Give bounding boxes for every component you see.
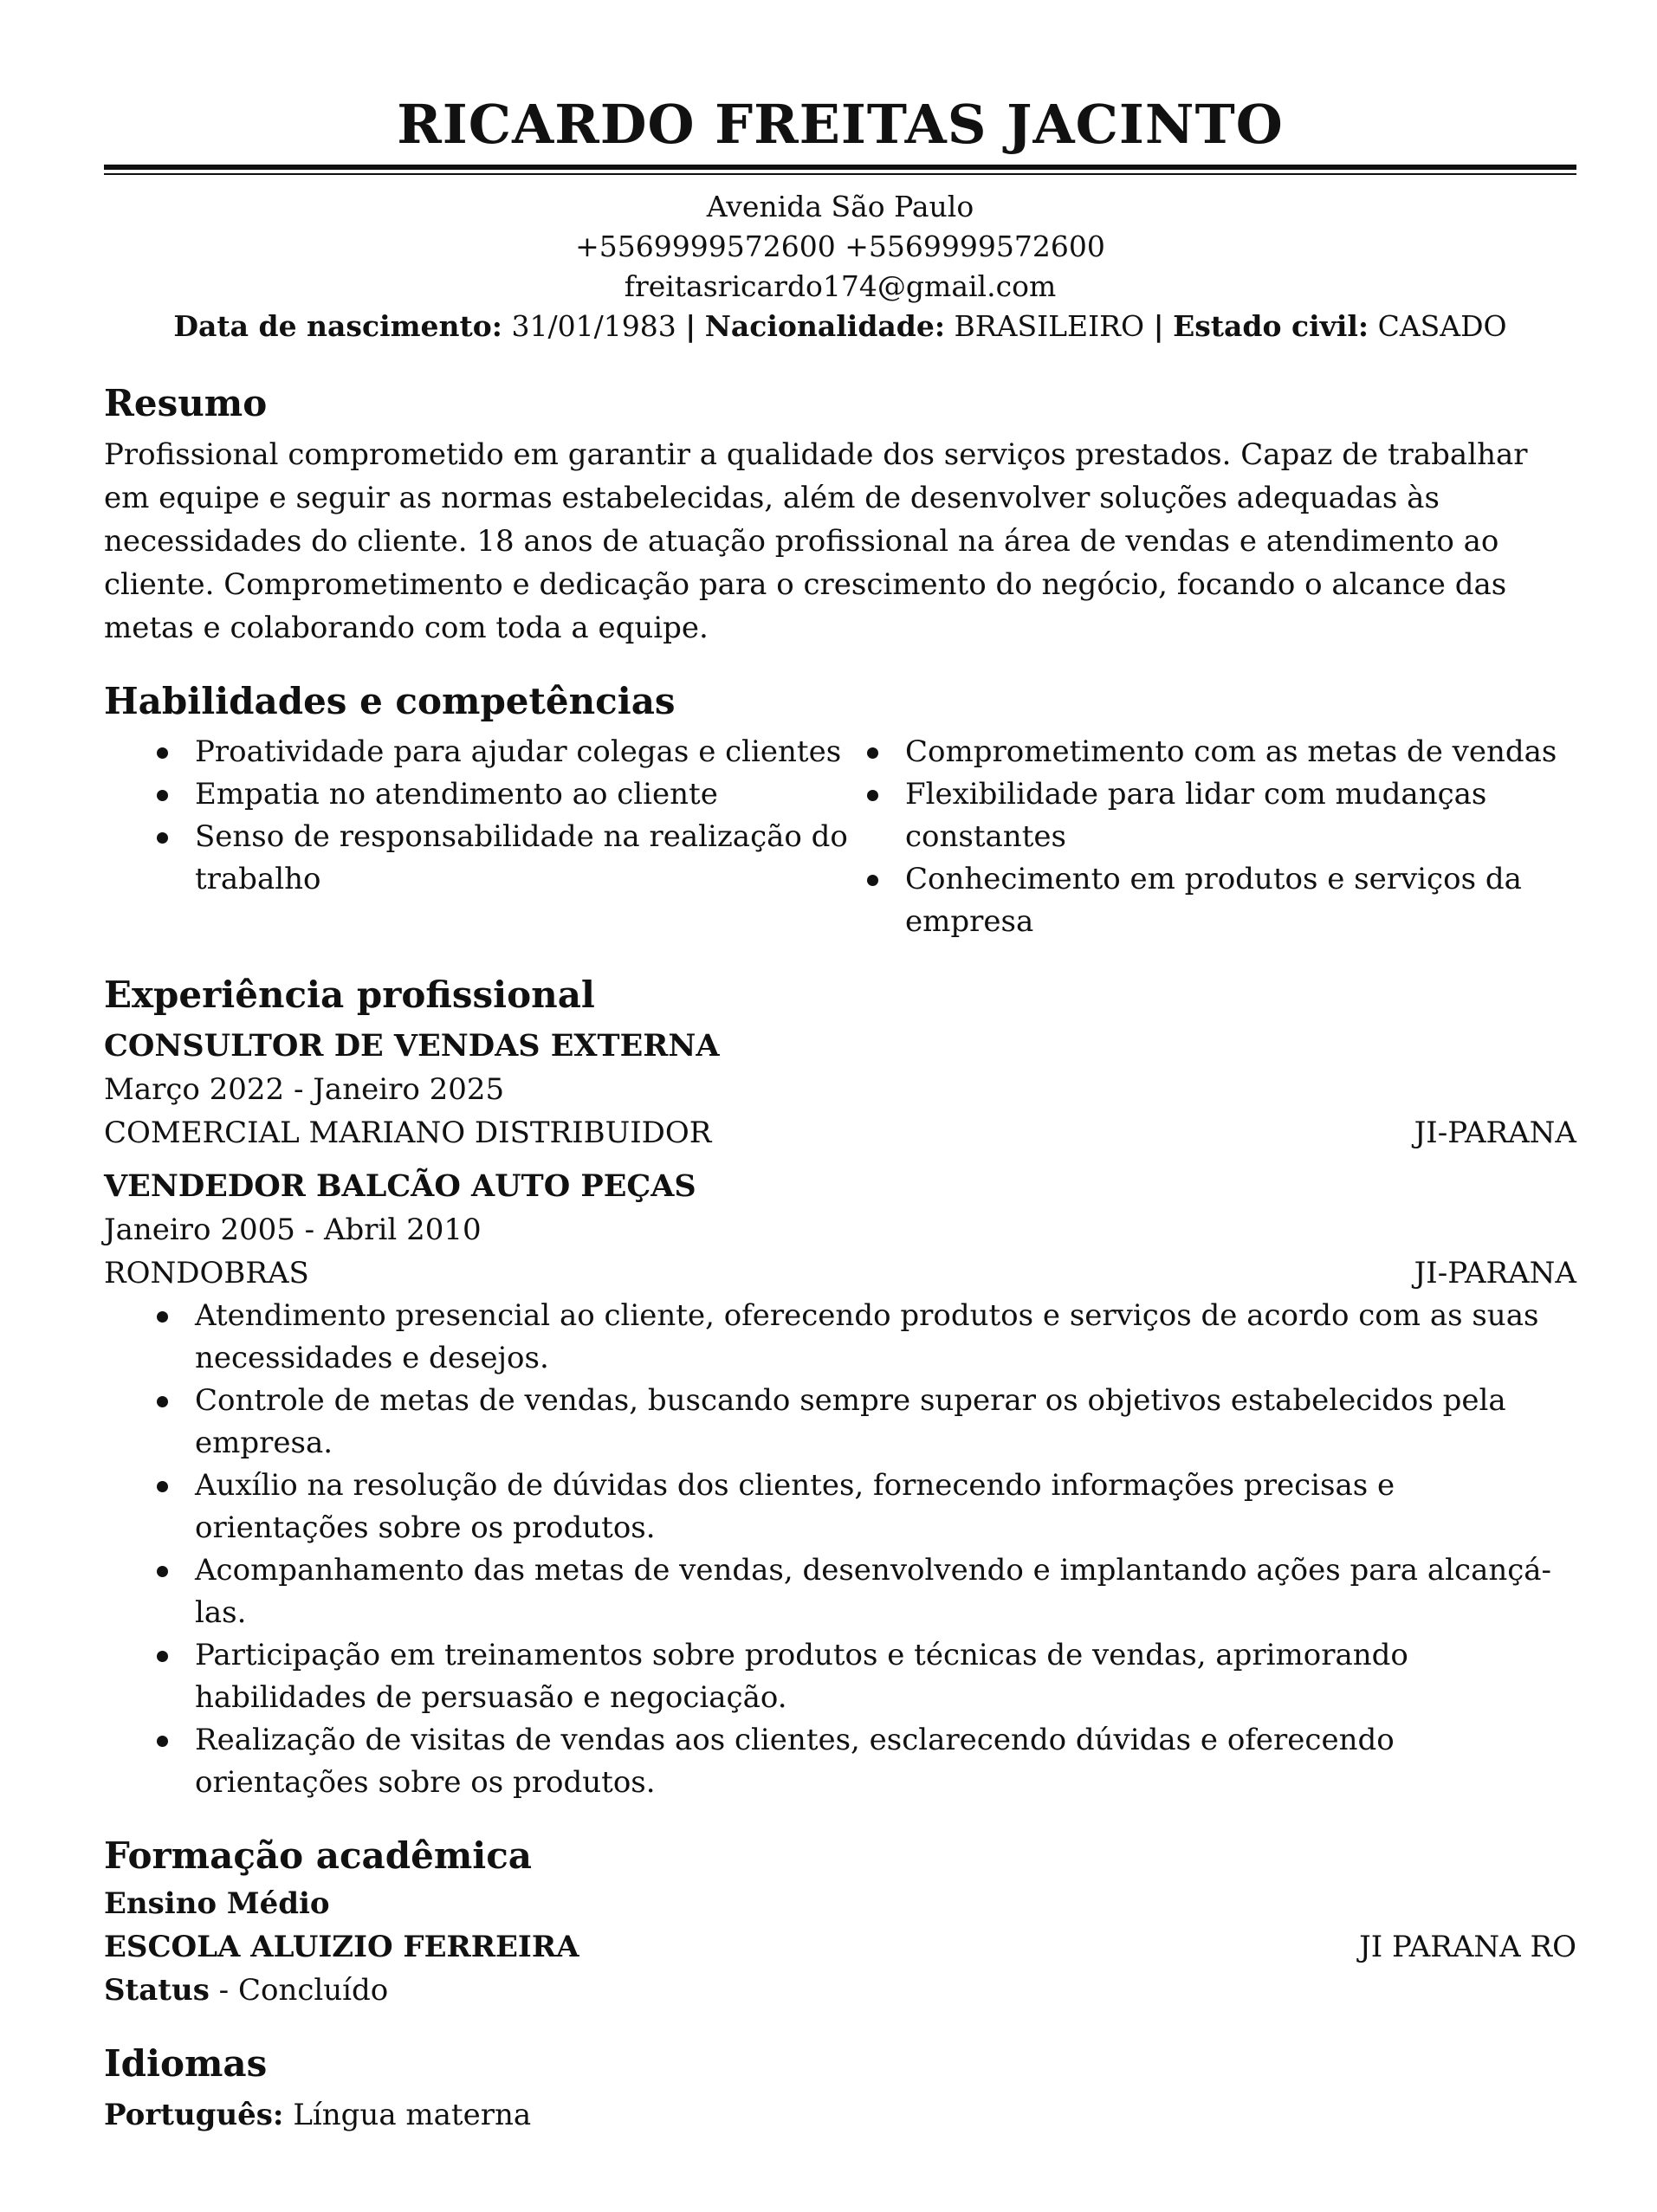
skills-right-list [866, 731, 1576, 943]
birth-value: 31/01/1983 [511, 309, 676, 343]
job-company: COMERCIAL MARIANO DISTRIBUIDOR [104, 1116, 712, 1150]
job-period: Janeiro 2005 - Abril 2010 [104, 1213, 482, 1247]
job-duty: Auxílio na resolução de dúvidas dos clientes, fornecendo informações precisas e orientações sobre os produtos. [195, 1465, 1576, 1549]
address: Avenida São Paulo [706, 190, 974, 223]
job-period: Março 2022 - Janeiro 2025 [104, 1072, 505, 1107]
email: freitasricardo174@gmail.com [624, 269, 1057, 303]
language-name: Português: [104, 2098, 284, 2132]
summary-title: Resumo [104, 382, 268, 424]
skill-item: Flexibilidade para lidar com mudanças constantes [905, 773, 1576, 858]
job-entry [104, 1165, 1576, 1804]
nationality-label: Nacionalidade: [704, 309, 946, 343]
job-title: CONSULTOR DE VENDAS EXTERNA [104, 1028, 720, 1064]
job-duty: Acompanhamento das metas de vendas, desenvolvendo e implantando ações para alcançá-las. [195, 1549, 1576, 1634]
job-company: RONDOBRAS [104, 1256, 309, 1290]
job-duty: Realização de visitas de vendas aos clientes, esclarecendo dúvidas e oferecendo orientações sobre os produtos. [195, 1719, 1576, 1804]
education-school: ESCOLA ALUIZIO FERREIRA [104, 1930, 579, 1964]
job-location: JI-PARANA [1414, 1256, 1576, 1290]
education-status [104, 1969, 1576, 2012]
language-item [104, 2093, 1576, 2137]
job-company-row [104, 1252, 1576, 1295]
personal-info [104, 307, 1576, 346]
job-duty: Atendimento presencial ao cliente, oferecendo produtos e serviços de acordo com as suas necessidades e desejos. [195, 1295, 1576, 1380]
contact-block [104, 187, 1576, 346]
phones: +5569999572600 +5569999572600 [575, 230, 1105, 263]
header-divider-thin [104, 173, 1576, 175]
experience-title: Experiência profissional [104, 973, 595, 1016]
skills-title: Habilidades e competências [104, 680, 676, 722]
job-company-row [104, 1111, 1576, 1155]
job-title: VENDEDOR BALCÃO AUTO PEÇAS [104, 1168, 696, 1204]
nationality-value: BRASILEIRO [954, 309, 1145, 343]
education-title: Formação acadêmica [104, 1834, 533, 1877]
civil-status-value: CASADO [1377, 309, 1507, 343]
skill-item: Conhecimento em produtos e serviços da empresa [905, 858, 1576, 943]
skills-left-list [104, 731, 866, 943]
skill-item: Proatividade para ajudar colegas e clientes [195, 731, 866, 773]
job-duties-list [104, 1295, 1576, 1804]
summary-text: Profissional comprometido em garantir a qualidade dos serviços prestados. Capaz de trabalhar em equipe e seguir as normas estabelecidas, além de desenvolver soluções adequadas às necessidades do cliente. 18 anos de atuação profissional na área de vendas e atendimento ao cliente. Comprometimento e dedicação para o crescimento do negócio, focando o alcance das metas e colaborando com toda a equipe. [104, 437, 1528, 645]
education-status-value: - Concluído [218, 1973, 389, 2008]
separator: | [1153, 309, 1164, 343]
skill-item: Senso de responsabilidade na realização do trabalho [195, 816, 866, 901]
skill-item: Comprometimento com as metas de vendas [905, 731, 1576, 773]
skill-item: Empatia no atendimento ao cliente [195, 773, 866, 816]
job-duty: Controle de metas de vendas, buscando sempre superar os objetivos estabelecidos pela empresa. [195, 1380, 1576, 1465]
job-duty: Participação em treinamentos sobre produtos e técnicas de vendas, aprimorando habilidades de persuasão e negociação. [195, 1634, 1576, 1719]
header-divider-thick [104, 165, 1576, 170]
education-degree: Ensino Médio [104, 1886, 330, 1921]
resume-page [104, 0, 1576, 2137]
job-entry [104, 1025, 1576, 1155]
candidate-name: RICARDO FREITAS JACINTO [397, 93, 1284, 156]
languages-title: Idiomas [104, 2042, 268, 2085]
job-location: JI-PARANA [1414, 1116, 1576, 1150]
separator: | [685, 309, 696, 343]
civil-status-label: Estado civil: [1173, 309, 1369, 343]
education-school-row [104, 1925, 1576, 1969]
education-status-label: Status [104, 1973, 210, 2008]
birth-label: Data de nascimento: [173, 309, 502, 343]
skills-columns [104, 731, 1576, 943]
language-level: Língua materna [293, 2098, 532, 2132]
education-location: JI PARANA RO [1359, 1930, 1576, 1964]
